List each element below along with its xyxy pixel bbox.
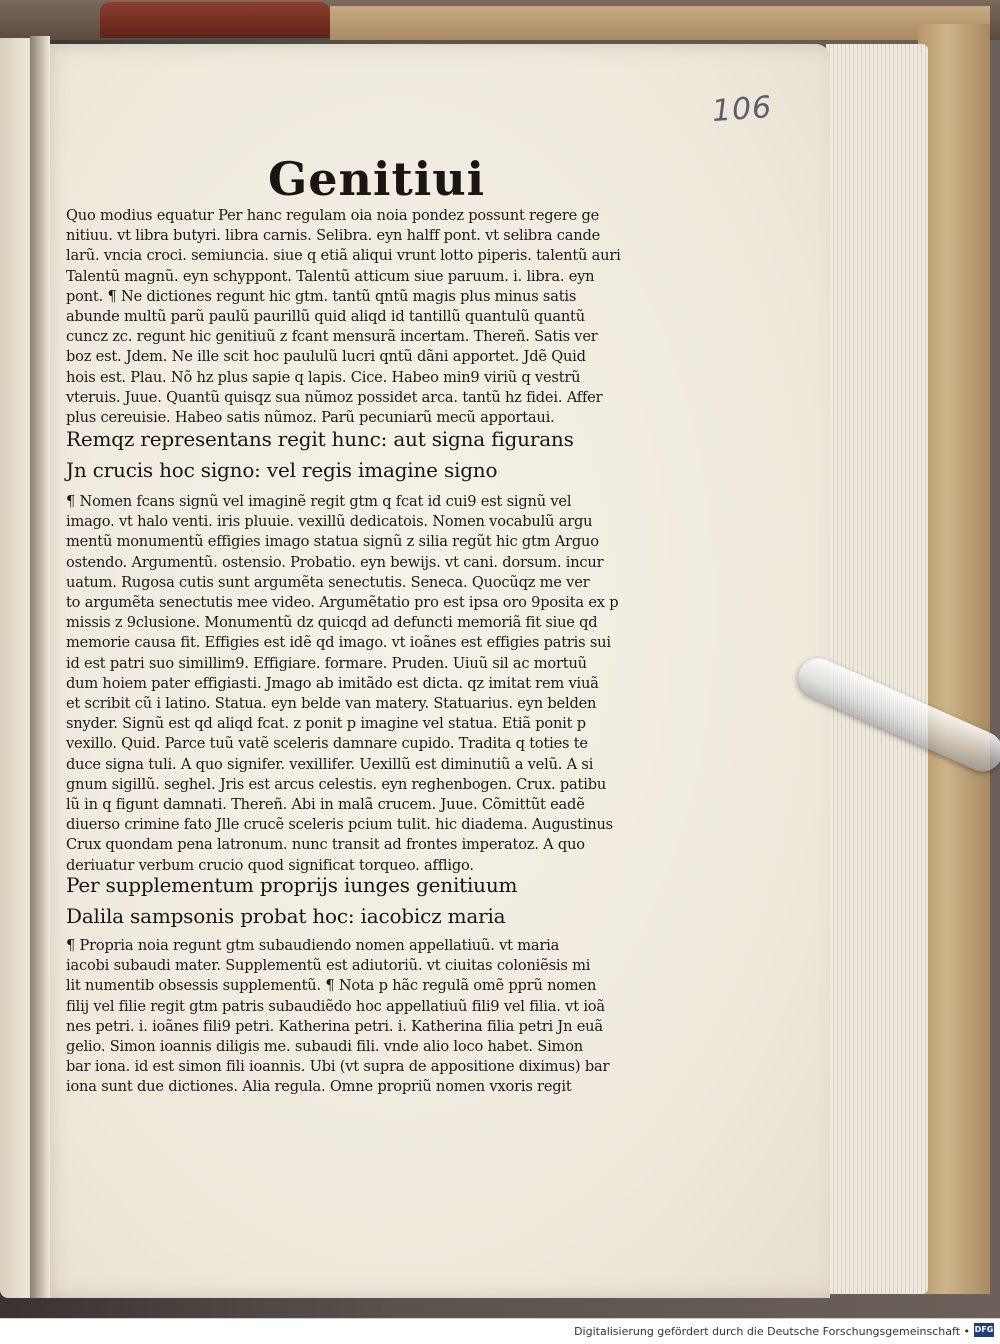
page-heading: Genitiui <box>268 152 486 206</box>
text-line: diuerso crimine fato Jlle crucẽ sceleris pcium tulit. hic diadema. Augustinus <box>66 816 613 834</box>
verse-1 <box>66 424 666 486</box>
cover-edge <box>918 24 990 1294</box>
text-line: Crux quondam pena latronum. nunc transit ad frontes imperatoz. A quo <box>66 836 585 854</box>
text-line: missis z 9clusione. Monumentũ dz quicqd ad defuncti memoriã fit siue qd <box>66 614 598 632</box>
text-line: duce signa tuli. A quo signifer. vexillifer. Uexillũ est diminutiũ a velũ. A si <box>66 755 594 773</box>
text-line: id est patri suo simillim9. Effigiare. formare. Pruden. Uiuũ sil ac mortuũ <box>66 654 587 672</box>
folio-number: 106 <box>710 89 774 130</box>
text-line: to argumẽta senectutis mee video. Argumẽtatio pro est ipsa oro 9posita ex p <box>66 594 619 612</box>
paragraph-3 <box>66 936 651 1098</box>
binding-top <box>0 0 1000 40</box>
text-line: pont. ¶ Ne dictiones regunt hic gtm. tantũ qntũ magis plus minus satis <box>66 287 577 305</box>
text-line: nes petri. i. ioãnes fili9 petri. Katherina petri. i. Katherina filia petri Jn euã <box>66 1017 603 1035</box>
text-line: iacobi subaudi mater. Supplementũ est adiutoriũ. vt ciuitas coloniẽsis mi <box>66 957 591 975</box>
dfg-logo: DFG <box>974 1323 994 1337</box>
text-line: cuncz zc. regunt hic genitiuũ z fcant mensurã incertam. Thereñ. Satis ver <box>66 328 598 346</box>
text-line: larũ. vncia croci. semiuncia. siue q etiã aliqui vrunt lotto piperis. talentũ auri <box>66 247 621 265</box>
text-line: filij vel filie regit gtm patris subaudiẽdo hoc appellatiuũ fili9 vel filia. vt ioã <box>66 997 605 1015</box>
gutter-shadow <box>30 36 50 1298</box>
text-line: ¶ Propria noia regunt gtm subaudiendo nomen appellatiuũ. vt maria <box>66 937 560 954</box>
binding-spine-red <box>100 2 330 38</box>
binding-board <box>330 6 990 40</box>
text-line: gelio. Simon ioannis diligis me. subaudi fili. vnde alio loco habet. Simon <box>66 1038 583 1056</box>
paragraph-1 <box>66 206 651 428</box>
text-line: lit numentib obsessis supplementũ. ¶ Nota p hãc regulã omẽ pprũ nomen <box>66 977 597 995</box>
text-line: nitiuu. vt libra butyri. libra carnis. Selibra. eyn halff pont. vt selibra cande <box>66 227 601 245</box>
text-line: imago. vt halo venti. iris pluuie. vexillũ dedicatois. Nomen vocabulũ argu <box>66 513 593 531</box>
text-line: lũ in q figunt damnati. Thereñ. Abi in malã crucem. Juue. Cõmittũt eadẽ <box>66 796 585 814</box>
text-line: memorie causa fit. Effigies est idẽ qd imago. vt ioãnes est effigies patris sui <box>66 634 611 652</box>
text-line: plus cereuisie. Habeo satis nũmoz. Parũ pecuniarũ mecũ apportaui. <box>66 409 555 427</box>
footer-credit: Digitalisierung gefördert durch die Deutsche Forschungsgemeinschaft • <box>574 1325 970 1338</box>
verse-2 <box>66 870 666 932</box>
text-line: Talentũ magnũ. eyn schyppont. Talentũ atticum siue paruum. i. libra. eyn <box>66 267 595 285</box>
text-line: abunde multũ parũ paulũ paurillũ quid aliqd id tantillũ quantulũ quantũ <box>66 308 585 326</box>
verse-line: Remqz representans regit hunc: aut signa figurans <box>66 427 574 451</box>
text-line: bar iona. id est simon fili ioannis. Ubi (vt supra de appositione diximus) bar <box>66 1058 610 1076</box>
text-line: dum hoiem pater effigiasti. Jmago ab imitãdo est dicta. qz imitat rem viuã <box>66 674 599 692</box>
text-line: mentũ monumentũ effigies imago statua signũ z silia regũt hic gtm Arguo <box>66 533 599 551</box>
text-line: iona sunt due dictiones. Alia regula. Omne propriũ nomen vxoris regit <box>66 1078 572 1096</box>
paragraph-2 <box>66 492 651 876</box>
text-line: Quo modius equatur Per hanc regulam oia noia pondez possunt regere ge <box>66 207 600 224</box>
digitization-footer <box>0 1318 1000 1344</box>
text-line: ostendo. Argumentũ. ostensio. Probatio. eyn bewijs. vt cani. dorsum. incur <box>66 553 604 571</box>
text-line: deriuatur verbum crucio quod significat torqueo. affligo. <box>66 856 474 874</box>
text-line: snyder. Signũ est qd aliqd fcat. z ponit p imagine vel statua. Etiã ponit p <box>66 715 586 733</box>
text-line: vexillo. Quid. Parce tuũ vatẽ sceleris damnare cupido. Tradita q toties te <box>66 735 588 753</box>
verse-line: Jn crucis hoc signo: vel regis imagine signo <box>66 458 498 482</box>
text-line: gnum sigillũ. seghel. Jris est arcus celestis. eyn reghenbogen. Crux. patibu <box>66 775 607 793</box>
verse-line: Per supplementum proprijs iunges genitiuum <box>66 873 518 897</box>
text-line: uatum. Rugosa cutis sunt argumẽta senectutis. Seneca. Quocũqz me ver <box>66 573 590 591</box>
text-line: et scribit cũ i latino. Statua. eyn belde van matery. Statuarius. eyn belden <box>66 695 597 713</box>
text-line: boz est. Jdem. Ne ille scit hoc paululũ lucri qntũ dãni apportet. Jdẽ Quid <box>66 348 586 366</box>
text-line: hois est. Plau. Nõ hz plus sapie q lapis. Cice. Habeo min9 viriũ q vestrũ <box>66 368 581 386</box>
verse-line: Dalila sampsonis probat hoc: iacobicz maria <box>66 904 506 928</box>
text-line: vteruis. Juue. Quantũ quisqz sua nũmoz possidet arca. tantũ hz fidei. Affer <box>66 388 603 406</box>
text-line: ¶ Nomen fcans signũ vel imaginẽ regit gtm q fcat id cui9 est signũ vel <box>66 493 572 510</box>
